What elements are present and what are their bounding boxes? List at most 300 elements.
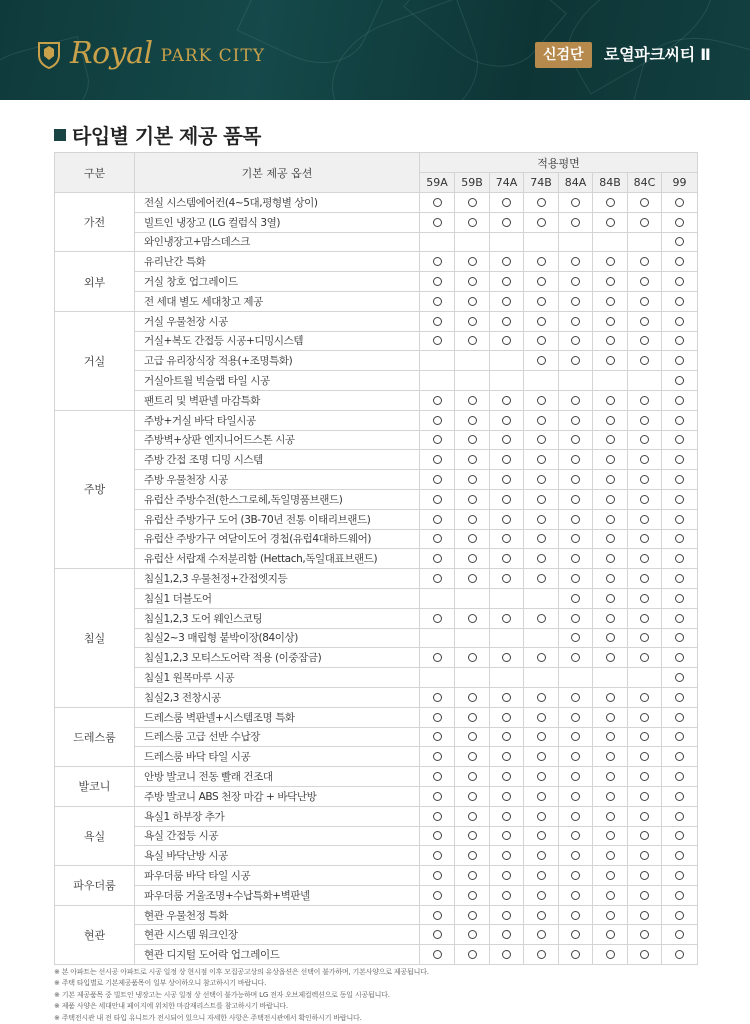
included-circle-icon (433, 277, 442, 286)
included-circle-icon (675, 534, 684, 543)
availability-cell (628, 925, 662, 945)
availability-cell (455, 767, 490, 787)
included-circle-icon (571, 574, 580, 583)
availability-cell (420, 846, 455, 866)
availability-cell (662, 925, 698, 945)
included-circle-icon (537, 851, 546, 860)
availability-cell (524, 885, 559, 905)
availability-cell (628, 291, 662, 311)
availability-cell (524, 806, 559, 826)
availability-cell (662, 529, 698, 549)
footnote-line: ※ 주택 타입별로 기본제공품목이 일부 상이하오니 참고하시기 바랍니다. (54, 979, 267, 988)
included-circle-icon (502, 297, 511, 306)
availability-cell (593, 232, 628, 252)
availability-cell (490, 588, 524, 608)
availability-cell (628, 707, 662, 727)
availability-cell (455, 905, 490, 925)
availability-cell (628, 806, 662, 826)
included-circle-icon (571, 396, 580, 405)
availability-cell (559, 826, 593, 846)
availability-cell (662, 747, 698, 767)
included-circle-icon (468, 851, 477, 860)
availability-cell (559, 846, 593, 866)
included-circle-icon (675, 930, 684, 939)
included-circle-icon (571, 930, 580, 939)
included-circle-icon (640, 911, 649, 920)
availability-cell (524, 608, 559, 628)
included-circle-icon (571, 277, 580, 286)
included-circle-icon (640, 554, 649, 563)
option-name-cell: 빌트인 냉장고 (LG 컬럼식 3열) (135, 212, 420, 232)
option-name-cell: 욕실 바닥난방 시공 (135, 846, 420, 866)
availability-cell (559, 648, 593, 668)
included-circle-icon (433, 653, 442, 662)
included-circle-icon (640, 812, 649, 821)
availability-cell (490, 291, 524, 311)
availability-cell (662, 470, 698, 490)
header-type: 84C (628, 173, 662, 193)
availability-cell (628, 311, 662, 331)
option-name-cell: 고급 유리장식장 적용(+조명특화) (135, 351, 420, 371)
option-name-cell: 현관 디지털 도어락 업그레이드 (135, 945, 420, 965)
availability-cell (455, 608, 490, 628)
included-circle-icon (675, 871, 684, 880)
availability-cell (559, 905, 593, 925)
availability-cell (420, 687, 455, 707)
category-cell: 파우더룸 (55, 866, 135, 906)
included-circle-icon (502, 614, 511, 623)
availability-cell (420, 371, 455, 391)
included-circle-icon (468, 752, 477, 761)
table-row (55, 351, 698, 371)
included-circle-icon (468, 198, 477, 207)
included-circle-icon (606, 435, 615, 444)
option-name-cell: 침실1,2,3 모티스도어락 적용 (이중잠금) (135, 648, 420, 668)
availability-cell (420, 727, 455, 747)
availability-cell (662, 549, 698, 569)
availability-cell (559, 806, 593, 826)
included-circle-icon (502, 475, 511, 484)
availability-cell (455, 193, 490, 213)
availability-cell (420, 212, 455, 232)
included-circle-icon (502, 435, 511, 444)
availability-cell (524, 727, 559, 747)
availability-cell (662, 648, 698, 668)
availability-cell (524, 668, 559, 688)
availability-cell (559, 331, 593, 351)
table-row (55, 331, 698, 351)
included-circle-icon (433, 297, 442, 306)
option-name-cell: 드레스룸 바닥 타일 시공 (135, 747, 420, 767)
included-circle-icon (640, 495, 649, 504)
included-circle-icon (537, 198, 546, 207)
included-circle-icon (537, 871, 546, 880)
included-circle-icon (468, 218, 477, 227)
availability-cell (593, 668, 628, 688)
included-circle-icon (468, 435, 477, 444)
included-circle-icon (606, 831, 615, 840)
included-circle-icon (675, 673, 684, 682)
availability-cell (662, 410, 698, 430)
availability-cell (490, 628, 524, 648)
option-name-cell: 와인냉장고+맘스데스크 (135, 232, 420, 252)
availability-cell (559, 628, 593, 648)
availability-cell (559, 252, 593, 272)
included-circle-icon (640, 416, 649, 425)
complex-name: 로열파크씨티 Ⅱ (604, 45, 711, 64)
availability-cell (593, 925, 628, 945)
availability-cell (662, 727, 698, 747)
options-table (54, 152, 698, 965)
availability-cell (524, 648, 559, 668)
availability-cell (593, 212, 628, 232)
category-cell: 거실 (55, 311, 135, 410)
included-circle-icon (537, 574, 546, 583)
table-row (55, 193, 698, 213)
option-name-cell: 주방 간접 조명 디밍 시스템 (135, 450, 420, 470)
included-circle-icon (433, 812, 442, 821)
option-name-cell: 침실1,2,3 우물천정+간접엣지등 (135, 569, 420, 589)
availability-cell (593, 549, 628, 569)
included-circle-icon (675, 237, 684, 246)
included-circle-icon (537, 831, 546, 840)
availability-cell (559, 945, 593, 965)
availability-cell (524, 628, 559, 648)
table-row (55, 252, 698, 272)
included-circle-icon (675, 198, 684, 207)
included-circle-icon (468, 693, 477, 702)
included-circle-icon (433, 752, 442, 761)
category-cell: 주방 (55, 410, 135, 568)
category-cell: 드레스룸 (55, 707, 135, 766)
availability-cell (455, 410, 490, 430)
table-row (55, 272, 698, 292)
included-circle-icon (640, 792, 649, 801)
availability-cell (524, 410, 559, 430)
availability-cell (662, 232, 698, 252)
included-circle-icon (640, 455, 649, 464)
availability-cell (490, 806, 524, 826)
availability-cell (455, 529, 490, 549)
availability-cell (628, 410, 662, 430)
availability-cell (662, 687, 698, 707)
availability-cell (559, 470, 593, 490)
page-header (0, 0, 750, 100)
availability-cell (559, 351, 593, 371)
availability-cell (455, 291, 490, 311)
included-circle-icon (502, 713, 511, 722)
included-circle-icon (537, 693, 546, 702)
table-row (55, 509, 698, 529)
availability-cell (593, 767, 628, 787)
included-circle-icon (675, 653, 684, 662)
availability-cell (628, 668, 662, 688)
included-circle-icon (606, 475, 615, 484)
included-circle-icon (433, 772, 442, 781)
availability-cell (524, 331, 559, 351)
option-name-cell: 유럽산 주방수전(한스그로헤,독일명품브랜드) (135, 489, 420, 509)
availability-cell (559, 747, 593, 767)
availability-cell (524, 470, 559, 490)
availability-cell (420, 193, 455, 213)
availability-cell (662, 628, 698, 648)
included-circle-icon (675, 416, 684, 425)
availability-cell (559, 489, 593, 509)
crest-icon (36, 39, 62, 69)
availability-cell (490, 668, 524, 688)
availability-cell (593, 945, 628, 965)
included-circle-icon (675, 812, 684, 821)
availability-cell (455, 509, 490, 529)
included-circle-icon (606, 218, 615, 227)
included-circle-icon (502, 831, 511, 840)
included-circle-icon (606, 871, 615, 880)
availability-cell (490, 925, 524, 945)
availability-cell (524, 311, 559, 331)
included-circle-icon (640, 752, 649, 761)
included-circle-icon (606, 653, 615, 662)
availability-cell (490, 450, 524, 470)
header-type: 59B (455, 173, 490, 193)
included-circle-icon (537, 475, 546, 484)
page-title: 타입별 기본 제공 품목 (72, 124, 261, 148)
included-circle-icon (606, 930, 615, 939)
included-circle-icon (468, 792, 477, 801)
included-circle-icon (675, 911, 684, 920)
included-circle-icon (571, 317, 580, 326)
availability-cell (559, 707, 593, 727)
included-circle-icon (502, 534, 511, 543)
table-row (55, 846, 698, 866)
included-circle-icon (537, 336, 546, 345)
included-circle-icon (640, 851, 649, 860)
availability-cell (628, 430, 662, 450)
included-circle-icon (571, 475, 580, 484)
availability-cell (628, 212, 662, 232)
availability-cell (455, 212, 490, 232)
availability-cell (420, 291, 455, 311)
table-row (55, 291, 698, 311)
included-circle-icon (606, 277, 615, 286)
availability-cell (559, 668, 593, 688)
table-row (55, 549, 698, 569)
availability-cell (420, 509, 455, 529)
option-name-cell: 현관 시스템 워크인장 (135, 925, 420, 945)
availability-cell (490, 390, 524, 410)
availability-cell (490, 509, 524, 529)
availability-cell (524, 866, 559, 886)
table-row (55, 786, 698, 806)
availability-cell (420, 489, 455, 509)
included-circle-icon (675, 574, 684, 583)
availability-cell (559, 687, 593, 707)
availability-cell (455, 668, 490, 688)
availability-cell (662, 252, 698, 272)
table-row (55, 430, 698, 450)
availability-cell (662, 193, 698, 213)
included-circle-icon (537, 317, 546, 326)
availability-cell (524, 252, 559, 272)
included-circle-icon (433, 554, 442, 563)
included-circle-icon (433, 831, 442, 840)
included-circle-icon (675, 515, 684, 524)
availability-cell (559, 588, 593, 608)
included-circle-icon (468, 534, 477, 543)
availability-cell (420, 470, 455, 490)
availability-cell (662, 311, 698, 331)
royal-park-city-logo (36, 36, 265, 71)
included-circle-icon (571, 257, 580, 266)
included-circle-icon (640, 574, 649, 583)
availability-cell (490, 826, 524, 846)
included-circle-icon (675, 752, 684, 761)
included-circle-icon (640, 614, 649, 623)
included-circle-icon (502, 218, 511, 227)
included-circle-icon (675, 356, 684, 365)
availability-cell (628, 866, 662, 886)
availability-cell (593, 747, 628, 767)
availability-cell (662, 707, 698, 727)
header-type: 84B (593, 173, 628, 193)
availability-cell (628, 509, 662, 529)
availability-cell (593, 588, 628, 608)
option-name-cell: 주방벽+상판 엔지니어드스톤 시공 (135, 430, 420, 450)
availability-cell (559, 291, 593, 311)
availability-cell (593, 272, 628, 292)
included-circle-icon (433, 317, 442, 326)
included-circle-icon (640, 317, 649, 326)
included-circle-icon (571, 198, 580, 207)
included-circle-icon (606, 851, 615, 860)
availability-cell (559, 390, 593, 410)
logo-royal-text: Royal (70, 36, 153, 71)
availability-cell (628, 193, 662, 213)
availability-cell (490, 569, 524, 589)
availability-cell (662, 371, 698, 391)
availability-cell (662, 588, 698, 608)
category-cell: 발코니 (55, 767, 135, 807)
footnote-line: ※ 주택전시관 내 전 타입 유니트가 전시되어 있으니 자세한 사항은 주택전시관에서 확인하시기 바랍니다. (54, 1013, 362, 1022)
included-circle-icon (537, 416, 546, 425)
table-row (55, 885, 698, 905)
included-circle-icon (675, 218, 684, 227)
table-row (55, 905, 698, 925)
availability-cell (455, 866, 490, 886)
included-circle-icon (640, 356, 649, 365)
availability-cell (593, 707, 628, 727)
included-circle-icon (468, 911, 477, 920)
availability-cell (593, 252, 628, 272)
included-circle-icon (502, 396, 511, 405)
included-circle-icon (468, 515, 477, 524)
availability-cell (593, 727, 628, 747)
availability-cell (420, 450, 455, 470)
availability-cell (524, 509, 559, 529)
included-circle-icon (537, 950, 546, 959)
availability-cell (593, 371, 628, 391)
availability-cell (559, 509, 593, 529)
availability-cell (420, 608, 455, 628)
availability-cell (593, 193, 628, 213)
availability-cell (490, 410, 524, 430)
availability-cell (420, 826, 455, 846)
availability-cell (662, 351, 698, 371)
included-circle-icon (433, 574, 442, 583)
availability-cell (628, 470, 662, 490)
included-circle-icon (675, 792, 684, 801)
included-circle-icon (675, 435, 684, 444)
option-name-cell: 현관 우물천정 특화 (135, 905, 420, 925)
availability-cell (628, 786, 662, 806)
availability-cell (628, 351, 662, 371)
availability-cell (662, 846, 698, 866)
included-circle-icon (675, 317, 684, 326)
availability-cell (490, 311, 524, 331)
table-row (55, 311, 698, 331)
included-circle-icon (468, 475, 477, 484)
availability-cell (593, 291, 628, 311)
included-circle-icon (502, 752, 511, 761)
included-circle-icon (571, 515, 580, 524)
included-circle-icon (606, 515, 615, 524)
included-circle-icon (433, 950, 442, 959)
included-circle-icon (433, 911, 442, 920)
availability-cell (559, 608, 593, 628)
included-circle-icon (675, 554, 684, 563)
included-circle-icon (571, 534, 580, 543)
included-circle-icon (606, 752, 615, 761)
included-circle-icon (502, 574, 511, 583)
included-circle-icon (606, 891, 615, 900)
included-circle-icon (571, 653, 580, 662)
availability-cell (524, 529, 559, 549)
included-circle-icon (537, 732, 546, 741)
availability-cell (662, 786, 698, 806)
availability-cell (420, 786, 455, 806)
availability-cell (524, 687, 559, 707)
table-row (55, 608, 698, 628)
availability-cell (628, 272, 662, 292)
availability-cell (490, 707, 524, 727)
availability-cell (490, 648, 524, 668)
included-circle-icon (537, 297, 546, 306)
footnote-line: ※ 본 아파트는 선시공 아파트로 시공 일정 상 현시점 이후 모집공고상의 유상옵션은 선택이 불가하며, 기본사양으로 제공됩니다. (54, 968, 429, 976)
availability-cell (490, 905, 524, 925)
availability-cell (628, 727, 662, 747)
included-circle-icon (606, 317, 615, 326)
included-circle-icon (537, 257, 546, 266)
availability-cell (455, 786, 490, 806)
option-name-cell: 침실1 원목마루 시공 (135, 668, 420, 688)
availability-cell (593, 687, 628, 707)
availability-cell (455, 707, 490, 727)
included-circle-icon (537, 653, 546, 662)
included-circle-icon (468, 396, 477, 405)
included-circle-icon (433, 198, 442, 207)
header-type: 84A (559, 173, 593, 193)
availability-cell (455, 232, 490, 252)
included-circle-icon (502, 416, 511, 425)
table-row (55, 767, 698, 787)
availability-cell (524, 351, 559, 371)
availability-cell (524, 786, 559, 806)
option-name-cell: 안방 발코니 전동 빨래 건조대 (135, 767, 420, 787)
availability-cell (524, 549, 559, 569)
table-row (55, 866, 698, 886)
availability-cell (455, 331, 490, 351)
category-cell: 가전 (55, 193, 135, 252)
availability-cell (628, 945, 662, 965)
